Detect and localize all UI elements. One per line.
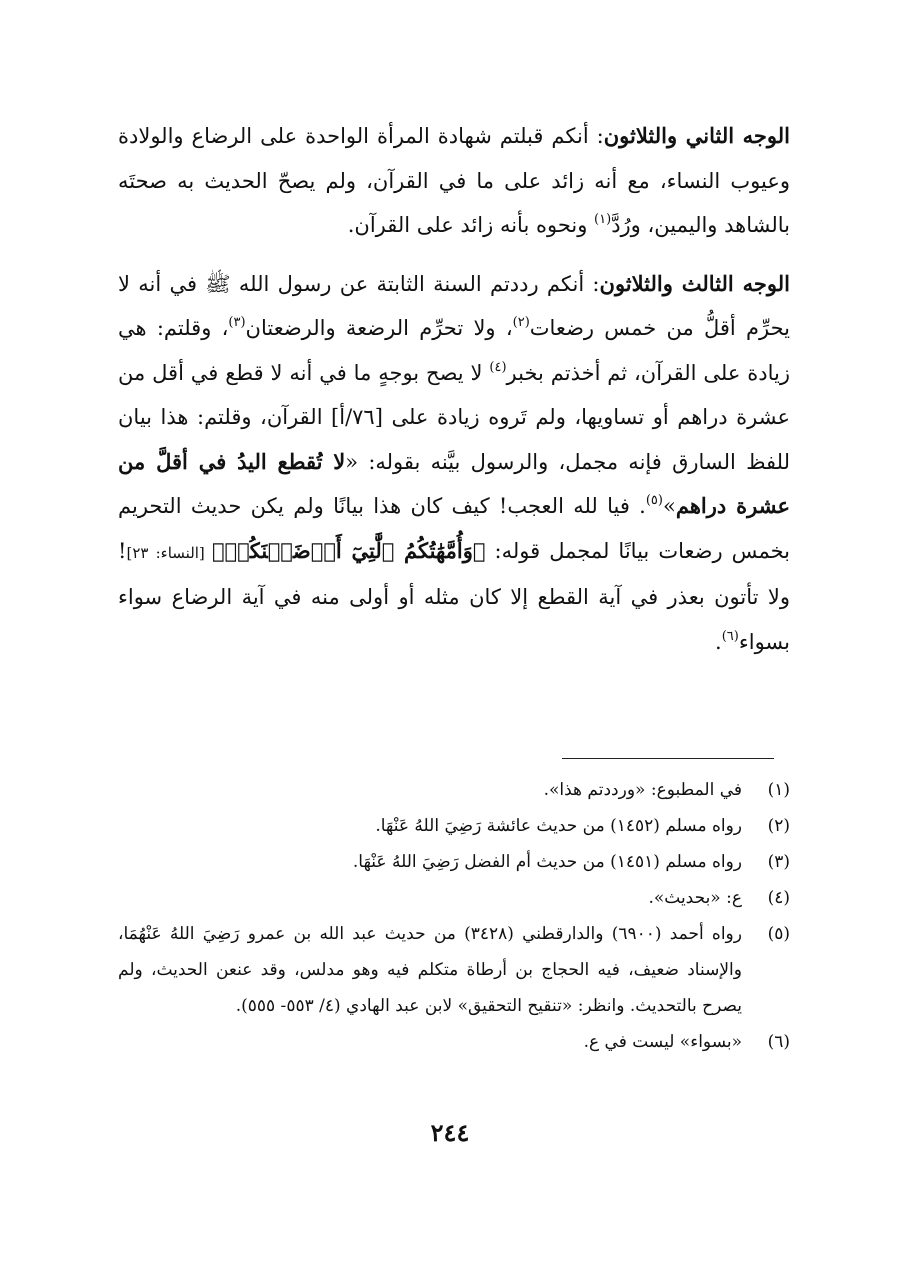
quran-verse: ﴿وَأُمَّهَٰتُكُمُ ٱلَّٰتِيٓ أَرۡضَعۡنَكُمۡ﴾ bbox=[211, 537, 486, 563]
paragraph-text: . bbox=[715, 629, 722, 654]
footnote-ref-1: (١) bbox=[594, 212, 612, 227]
footnote-text: في المطبوع: «ورددتم هذا». bbox=[543, 780, 742, 800]
paragraph-text: : أنكم رددتم السنة الثابتة عن رسول الله ﷺ في أنه لا يحرِّم أقلُّ من خمس رضعات bbox=[118, 271, 790, 340]
footnote-text: «بسواء» ليست في ع. bbox=[583, 1032, 742, 1052]
footnote-divider bbox=[562, 758, 774, 759]
footnote-item bbox=[118, 1024, 790, 1060]
footnote-number: (٢) bbox=[767, 816, 790, 836]
footnote-ref-2: (٢) bbox=[512, 315, 530, 330]
footnotes-list bbox=[118, 772, 790, 1060]
paragraph-text: ونحوه بأنه زائد على القرآن. bbox=[347, 213, 595, 237]
footnote-text: رواه مسلم (١٤٥٢) من حديث عائشة رَضِيَ اللهُ عَنْهَا. bbox=[375, 816, 742, 836]
footnote-text: ع: «بحديث». bbox=[648, 888, 742, 908]
footnote-ref-5: (٥) bbox=[645, 493, 663, 508]
footnote-item bbox=[118, 880, 790, 916]
main-text bbox=[118, 114, 790, 664]
footnote-item bbox=[118, 916, 790, 1024]
paragraph-text: لا يصح بوجهٍ ما في أنه لا قطع في أقل من عشرة دراهم أو تساويها، ولم تَروه زيادة على [٧٦/أ] القرآن، وقلتم: هذا بيان للفظ السارق فإنه مجمل، والرسول بيَّنه بقوله: « bbox=[118, 360, 790, 474]
paragraph-32 bbox=[118, 114, 790, 248]
footnote-ref-6: (٦) bbox=[721, 628, 739, 644]
page-number: ٢٤٤ bbox=[430, 1118, 470, 1147]
footnote-ref-3: (٣) bbox=[228, 315, 246, 330]
footnote-text: رواه مسلم (١٤٥١) من حديث أم الفضل رَضِيَ اللهُ عَنْهَا. bbox=[352, 852, 742, 872]
footnote-number: (٤) bbox=[767, 888, 790, 908]
footnote-number: (٥) bbox=[767, 924, 790, 944]
paragraph-heading: الوجه الثالث والثلاثون bbox=[599, 270, 790, 296]
footnote-number: (١) bbox=[767, 780, 790, 800]
paragraph-text: . فيا لله العجب! كيف كان هذا بيانًا ولم يكن حديث التحريم بخمس رضعات بيانًا لمجمل قوله: bbox=[118, 494, 790, 563]
footnote-item bbox=[118, 808, 790, 844]
paragraph-text: ، ولا تحرِّم الرضعة والرضعتان bbox=[245, 316, 513, 340]
paragraph-heading: الوجه الثاني والثلاثون bbox=[603, 123, 790, 148]
verse-reference: [النساء: ٢٣] bbox=[126, 543, 212, 562]
hadith-quote: لا تُقطع اليدُ في أقلَّ من عشرة دراهم bbox=[118, 448, 791, 518]
paragraph-text: » bbox=[662, 494, 676, 518]
footnote-text: رواه أحمد (٦٩٠٠) والدارقطني (٣٤٢٨) من حديث عبد الله بن عمرو رَضِيَ اللهُ عَنْهُمَا، والإسناد ضعيف، فيه الحجاج بن أرطاة متكلم فيه وهو مدلس، وقد عنعن الحديث، ولم يصرح بالتحديث. وانظر: «تنقيح التحقيق» لابن عبد الهادي (٤/ ٥٥٣- ٥٥٥). bbox=[118, 924, 742, 1016]
paragraph-text: ! ولا تأتون بعذر في آية القطع إلا كان مثله أو أولى منه في آية الرضاع سواء بسواء bbox=[118, 538, 790, 654]
footnote-ref-4: (٤) bbox=[489, 359, 507, 375]
paragraph-text: ، وقلتم: هي زيادة على القرآن، ثم أخذتم بخبر bbox=[118, 316, 790, 385]
footnote-number: (٣) bbox=[767, 852, 790, 872]
footnote-item bbox=[118, 844, 790, 880]
paragraph-33 bbox=[118, 262, 790, 665]
footnote-item bbox=[118, 772, 790, 808]
paragraph-text: : أنكم قبلتم شهادة المرأة الواحدة على الرضاع والولادة وعيوب النساء، مع أنه زائد على ما في القرآن، ولم يصحّ الحديث به صحتَه بالشاهد واليمين، ورُدَّ bbox=[118, 124, 790, 237]
footnote-number: (٦) bbox=[767, 1032, 790, 1052]
